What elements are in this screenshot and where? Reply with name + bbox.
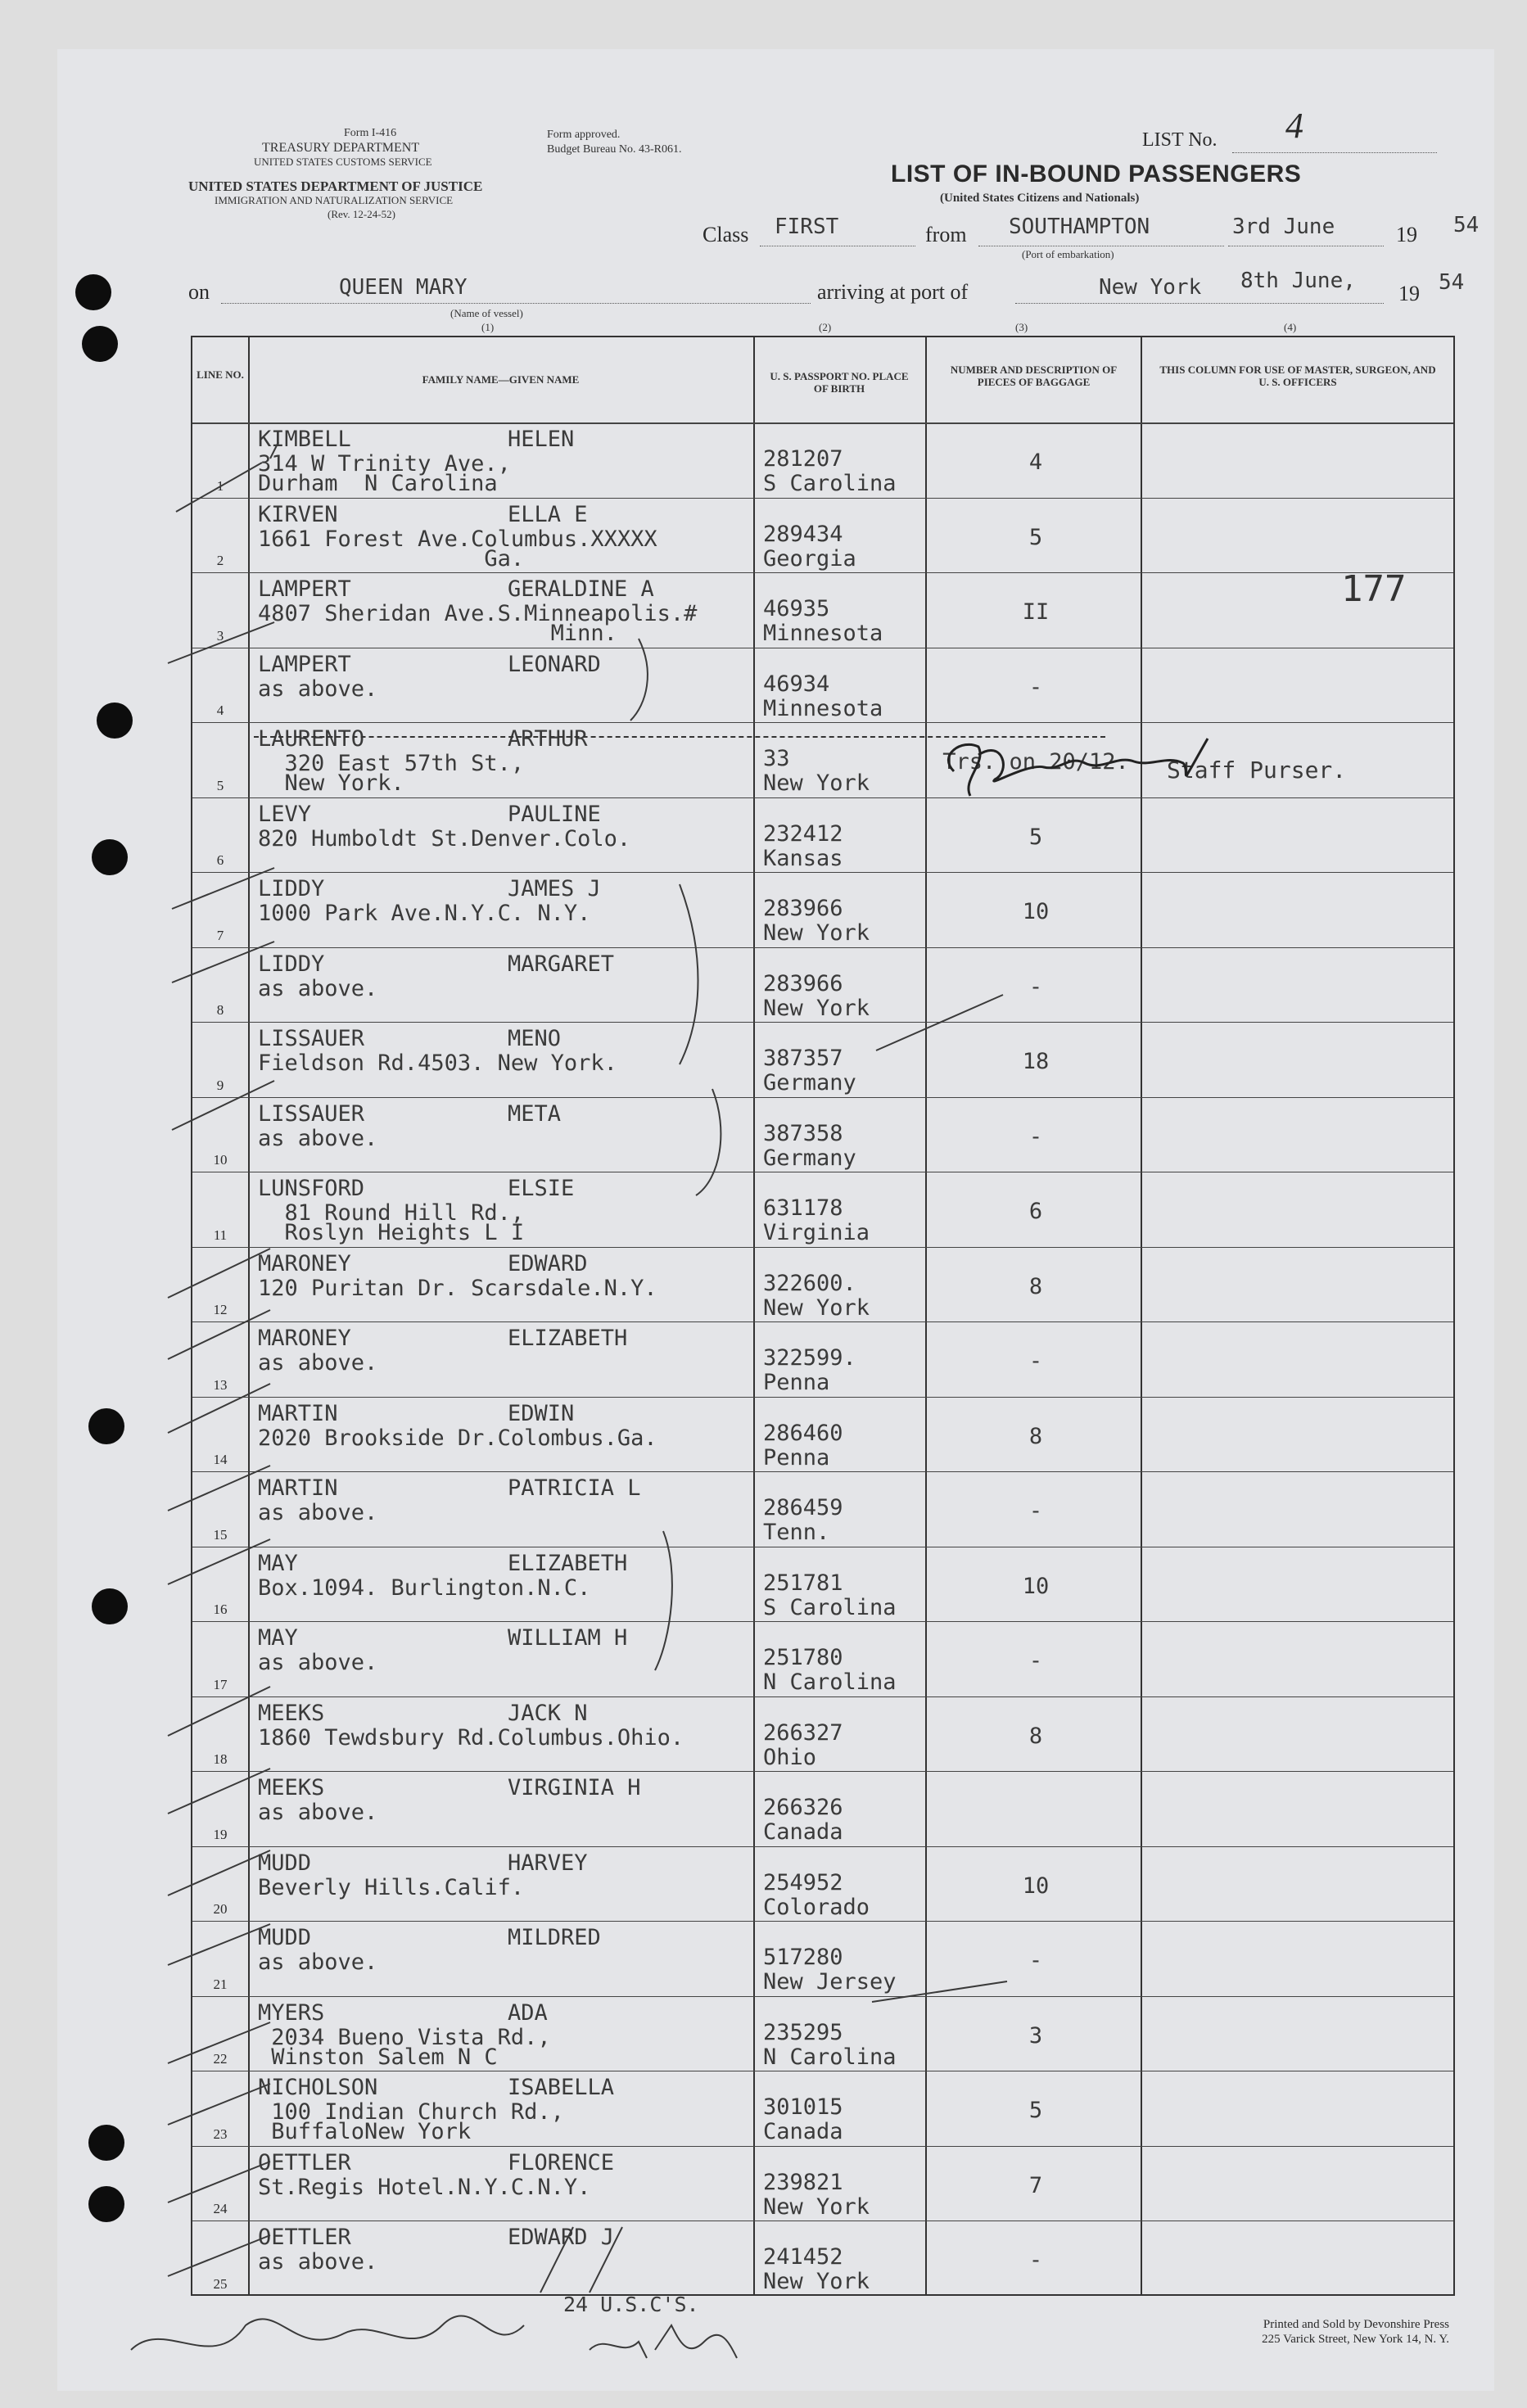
from-label: from [925, 223, 967, 246]
line-number: 7 [216, 927, 224, 943]
baggage-count: - [1028, 2248, 1043, 2273]
line-number: 2 [216, 553, 224, 568]
class-value: FIRST [775, 215, 839, 239]
line-number: 9 [216, 1077, 224, 1093]
ins-service: IMMIGRATION AND NATURALIZATION SERVICE [215, 194, 454, 206]
arrival-date: 8th June, [1240, 269, 1356, 293]
place-of-birth: N Carolina [763, 2044, 897, 2070]
line-number: 11 [213, 1227, 228, 1243]
place-of-birth: New York [763, 1294, 870, 1321]
given-name: PAULINE [508, 801, 601, 827]
baggage-count: - [1028, 1123, 1043, 1150]
baggage-count: - [1028, 1648, 1043, 1674]
address-line-1: 1000 Park Ave.N.Y.C. N.Y. [258, 901, 591, 926]
line-number: 14 [213, 1452, 228, 1467]
year-prefix: 19 [1396, 223, 1417, 246]
staff-purser-note: Staff Purser. [1167, 757, 1347, 784]
line-number: 22 [213, 2051, 228, 2067]
baggage-count: Trs. on 20/12. [942, 749, 1129, 775]
baggage-count: - [1028, 1498, 1043, 1524]
given-name: ELIZABETH [508, 1326, 628, 1351]
given-name: HARVEY [508, 1850, 588, 1876]
address-line-1: 820 Humboldt St.Denver.Colo. [258, 825, 631, 852]
place-of-birth: N Carolina [763, 1669, 897, 1695]
address-line-2: Durham N Carolina [258, 471, 498, 496]
address-line-1: as above. [258, 1350, 378, 1376]
place-of-birth: New York [763, 920, 870, 946]
place-of-birth: New York [763, 2193, 870, 2220]
family-name: LISSAUER [258, 1026, 365, 1051]
passport-number: 387357 [763, 1046, 843, 1071]
passport-number: 283966 [763, 970, 843, 996]
baggage-count: 7 [1028, 2172, 1043, 2198]
baggage-count: 3 [1028, 2022, 1043, 2049]
address-line-1: as above. [258, 1800, 378, 1825]
col-num-4: (4) [1284, 321, 1297, 333]
address-line-2: New York. [258, 770, 404, 796]
line-number: 21 [213, 1976, 228, 1992]
form-title: LIST OF IN-BOUND PASSENGERS [891, 160, 1302, 187]
line-number: 20 [213, 1901, 228, 1917]
depart-date: 3rd June [1232, 215, 1335, 239]
customs-service: UNITED STATES CUSTOMS SERVICE [254, 156, 432, 168]
given-name: FLORENCE [508, 2149, 615, 2175]
given-name: ADA [508, 1999, 548, 2026]
given-name: ELLA E [508, 501, 588, 527]
family-name: LAMPERT [258, 651, 351, 677]
on-label: on [188, 280, 210, 304]
passport-number: 286460 [763, 1420, 843, 1446]
line-number: 1 [216, 477, 224, 494]
baggage-count: - [1028, 1948, 1043, 1973]
address-line-1: 81 Round Hill Rd., [258, 1200, 525, 1226]
col-head-officers: THIS COLUMN FOR USE OF MASTER, SURGEON, AND U. S. OFFICERS [1159, 364, 1436, 388]
family-name: LISSAUER [258, 1100, 365, 1127]
passport-number: 254952 [763, 1869, 843, 1895]
address-line-1: 320 East 57th St., [258, 751, 525, 776]
total-count: 24 U.S.C'S. [563, 2293, 699, 2316]
passport-number: 241452 [763, 2244, 843, 2270]
address-line-1: St.Regis Hotel.N.Y.C.N.Y. [258, 2174, 591, 2200]
col-head-line: LINE NO. [197, 368, 244, 381]
list-no-label: LIST No. [1142, 129, 1218, 151]
line-number: 15 [213, 1526, 228, 1543]
family-name: OETTLER [258, 2149, 351, 2175]
address-line-1: Beverly Hills.Calif. [258, 1874, 525, 1900]
embark-note: (Port of embarkation) [1022, 248, 1114, 260]
given-name: HELEN [508, 427, 575, 452]
passport-number: 239821 [763, 2169, 843, 2195]
arriving-label: arriving at port of [817, 280, 969, 304]
address-line-1: as above. [258, 1949, 378, 1975]
given-name: JAMES J [508, 876, 601, 901]
line-number: 6 [216, 852, 224, 868]
address-line-2: Winston Salem N C [258, 2044, 498, 2070]
place-of-birth: Germany [763, 1145, 856, 1171]
passport-number: 301015 [763, 2094, 843, 2120]
family-name: LAURENTO [258, 726, 365, 752]
given-name: JACK N [508, 1700, 588, 1726]
family-name: MARTIN [258, 1400, 338, 1426]
given-name: PATRICIA L [508, 1475, 641, 1501]
from-value: SOUTHAMPTON [1009, 215, 1150, 239]
place-of-birth: Kansas [763, 845, 843, 871]
passport-number: 631178 [763, 1195, 843, 1221]
address-line-1: as above. [258, 675, 378, 702]
baggage-count: 4 [1028, 450, 1043, 475]
treasury-dept: TREASURY DEPARTMENT [262, 141, 420, 155]
baggage-count: 10 [1022, 1873, 1050, 1899]
address-line-1: 1661 Forest Ave.Columbus.XXXXX [258, 526, 657, 552]
baggage-count: 5 [1028, 2098, 1043, 2123]
line-number: 19 [213, 1826, 228, 1842]
place-of-birth: Penna [763, 1370, 830, 1395]
family-name: MARTIN [258, 1475, 338, 1501]
baggage-count: 8 [1028, 1273, 1043, 1299]
place-of-birth: S Carolina [763, 1594, 897, 1620]
given-name: ELSIE [508, 1176, 575, 1201]
given-name: VIRGINIA H [508, 1775, 641, 1800]
place-of-birth: New Jersey [763, 1969, 897, 1995]
baggage-count: - [1028, 1349, 1043, 1374]
family-name: LAMPERT [258, 576, 351, 602]
family-name: MARONEY [258, 1250, 351, 1276]
address-line-1: 1860 Tewdsbury Rd.Columbus.Ohio. [258, 1724, 684, 1751]
line-number: 3 [216, 627, 224, 644]
family-name: NICHOLSON [258, 2075, 378, 2100]
line-number: 12 [213, 1302, 228, 1317]
family-name: LUNSFORD [258, 1176, 365, 1201]
line-number: 8 [216, 1002, 224, 1018]
address-line-1: as above. [258, 2249, 378, 2275]
passport-number: 235295 [763, 2019, 843, 2045]
col-num-1: (1) [481, 321, 495, 333]
passport-number: 251780 [763, 1645, 843, 1670]
family-name: MUDD [258, 1850, 312, 1876]
baggage-count: 10 [1022, 1573, 1050, 1599]
given-name: ELIZABETH [508, 1550, 628, 1576]
address-line-1: as above. [258, 1125, 378, 1151]
line-number: 17 [213, 1676, 228, 1692]
printer-line-2: 225 Varick Street, New York 14, N. Y. [1262, 2333, 1449, 2346]
passport-number: 266326 [763, 1795, 843, 1820]
address-line-1: Box.1094. Burlington.N.C. [258, 1574, 591, 1601]
baggage-count: 5 [1028, 824, 1043, 850]
given-name: META [508, 1100, 562, 1127]
depart-year: 54 [1453, 213, 1480, 237]
form-approved: Form approved. [547, 129, 621, 141]
address-line-1: Fieldson Rd.4503. New York. [258, 1050, 617, 1076]
passport-number: 251781 [763, 1570, 843, 1596]
handwritten-count: 177 [1341, 568, 1407, 610]
place-of-birth: New York [763, 770, 870, 796]
passport-number: 281207 [763, 446, 843, 472]
family-name: MUDD [258, 1925, 312, 1950]
address-line-1: 120 Puritan Dr. Scarsdale.N.Y. [258, 1275, 657, 1301]
place-of-birth: New York [763, 995, 870, 1021]
arrival-port: New York [1099, 275, 1202, 300]
vessel-note: (Name of vessel) [450, 307, 523, 319]
passport-number: 232412 [763, 820, 843, 847]
family-name: KIRVEN [258, 501, 338, 527]
family-name: LEVY [258, 801, 312, 827]
justice-dept: UNITED STATES DEPARTMENT OF JUSTICE [188, 178, 483, 194]
place-of-birth: Tenn. [763, 1520, 830, 1545]
family-name: KIMBELL [258, 427, 351, 452]
passport-number: 33 [763, 746, 790, 771]
place-of-birth: Minnesota [763, 621, 883, 646]
line-number: 13 [213, 1376, 228, 1393]
col-num-3: (3) [1015, 321, 1028, 333]
given-name: ARTHUR [508, 726, 588, 752]
col-head-passport: U. S. PASSPORT NO. PLACE OF BIRTH [770, 370, 909, 395]
baggage-count: 8 [1028, 1423, 1043, 1449]
given-name: GERALDINE A [508, 576, 654, 602]
line-number: 16 [213, 1602, 228, 1617]
col-head-baggage: NUMBER AND DESCRIPTION OF PIECES OF BAGGAGE [950, 364, 1118, 388]
passport-number: 46935 [763, 596, 830, 621]
line-number: 5 [216, 777, 224, 793]
form-number: Form I-416 [344, 127, 397, 139]
baggage-count: 5 [1028, 524, 1043, 550]
given-name: MILDRED [508, 1925, 601, 1950]
baggage-count: II [1022, 599, 1050, 625]
passport-number: 289434 [763, 521, 843, 547]
given-name: WILLIAM H [508, 1625, 628, 1651]
place-of-birth: Colorado [763, 1894, 870, 1920]
family-name: OETTLER [258, 2225, 351, 2250]
address-line-2: Roslyn Heights L I [258, 1220, 525, 1245]
place-of-birth: Germany [763, 1070, 856, 1096]
budget-bureau: Budget Bureau No. 43-R061. [547, 143, 682, 156]
passport-number: 283966 [763, 896, 843, 921]
address-line-1: 100 Indian Church Rd., [258, 2099, 564, 2125]
family-name: MARONEY [258, 1326, 351, 1351]
address-line-2: BuffaloNew York [258, 2119, 472, 2144]
line-number: 24 [213, 2201, 228, 2216]
col-num-2: (2) [819, 321, 832, 333]
line-number: 25 [213, 2275, 228, 2292]
address-line-1: as above. [258, 1500, 378, 1525]
address-line-1: as above. [258, 975, 378, 1001]
place-of-birth: Canada [763, 2119, 843, 2144]
baggage-count: - [1028, 974, 1043, 1000]
line-number: 23 [213, 2126, 228, 2142]
passport-number: 286459 [763, 1495, 843, 1520]
place-of-birth: Georgia [763, 545, 856, 572]
place-of-birth: S Carolina [763, 471, 897, 496]
printer-credit [1130, 2317, 1449, 2347]
given-name: LEONARD [508, 651, 601, 677]
family-name: LIDDY [258, 951, 325, 977]
given-name: MARGARET [508, 951, 615, 977]
place-of-birth: Ohio [763, 1744, 817, 1770]
year-prefix-2: 19 [1398, 282, 1420, 305]
family-name: MEEKS [258, 1700, 325, 1726]
given-name: EDWARD [508, 1250, 588, 1276]
address-line-1: 2034 Bueno Vista Rd., [258, 2024, 551, 2050]
given-name: ISABELLA [508, 2075, 615, 2100]
family-name: MEEKS [258, 1775, 325, 1800]
family-name: MAY [258, 1625, 298, 1651]
address-line-1: 2020 Brookside Dr.Colombus.Ga. [258, 1425, 657, 1451]
family-name: MYERS [258, 1999, 325, 2026]
passport-number: 322599. [763, 1345, 856, 1371]
arrival-year: 54 [1439, 270, 1465, 295]
vessel-name: QUEEN MARY [339, 275, 468, 300]
address-line-1: as above. [258, 1650, 378, 1675]
class-label: Class [703, 223, 749, 246]
passport-number: 46934 [763, 671, 830, 697]
passport-number: 322600. [763, 1270, 856, 1296]
given-name: EDWIN [508, 1400, 575, 1426]
address-line-1: 4807 Sheridan Ave.S.Minneapolis.# [258, 601, 698, 626]
line-number: 4 [216, 703, 224, 718]
passport-number: 266327 [763, 1719, 843, 1746]
given-name: EDWARD J [508, 2225, 615, 2250]
list-no-value: 4 [1285, 106, 1303, 146]
baggage-count: - [1028, 674, 1043, 700]
passport-number: 517280 [763, 1945, 843, 1970]
baggage-count: 18 [1022, 1049, 1050, 1074]
address-line-2: Minn. [258, 621, 617, 646]
address-line-2: Ga. [258, 545, 525, 572]
place-of-birth: Canada [763, 1819, 843, 1845]
baggage-count: 8 [1028, 1723, 1043, 1749]
line-number: 10 [213, 1152, 228, 1168]
family-name: LIDDY [258, 876, 325, 901]
given-name: MENO [508, 1026, 562, 1051]
baggage-count: 6 [1028, 1199, 1043, 1224]
baggage-count: 10 [1022, 899, 1050, 924]
place-of-birth: Virginia [763, 1220, 870, 1245]
place-of-birth: Minnesota [763, 695, 883, 721]
address-line-1: 314 W Trinity Ave., [258, 451, 511, 477]
printer-line-1: Printed and Sold by Devonshire Press [1263, 2318, 1449, 2331]
family-name: MAY [258, 1550, 298, 1576]
col-head-name: FAMILY NAME—GIVEN NAME [422, 373, 580, 386]
revision: (Rev. 12-24-52) [328, 208, 395, 220]
line-number: 18 [213, 1751, 228, 1767]
passport-number: 387358 [763, 1120, 843, 1146]
place-of-birth: Penna [763, 1444, 830, 1471]
form-subtitle: (United States Citizens and Nationals) [940, 192, 1140, 205]
place-of-birth: New York [763, 2269, 870, 2294]
